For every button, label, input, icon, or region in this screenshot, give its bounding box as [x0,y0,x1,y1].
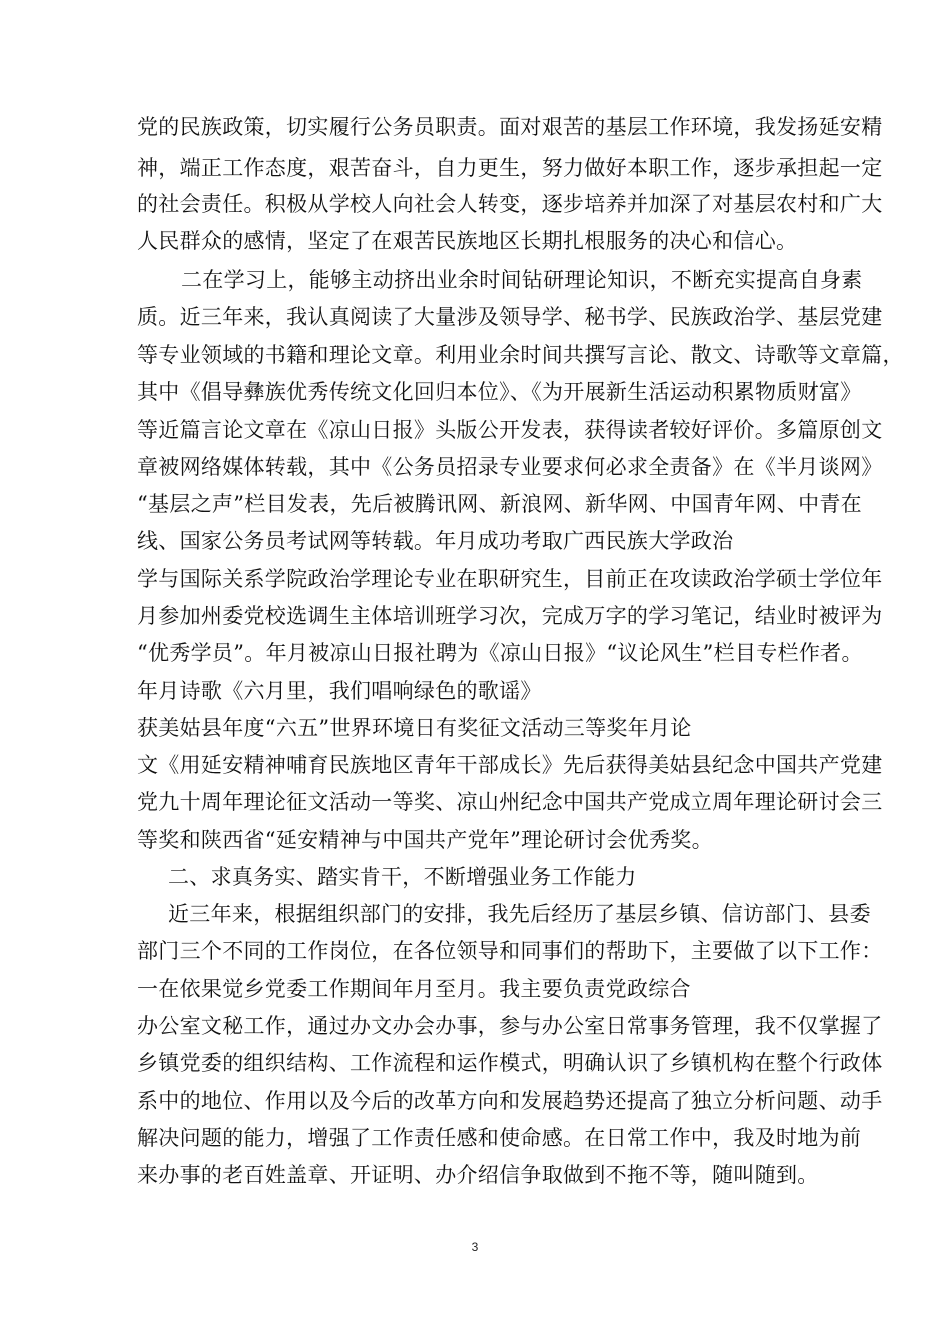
body-text-line: 党九十周年理论征文活动一等奖、凉山州纪念中国共产党成立周年理论研讨会三 [137,790,883,814]
body-text-line: 章被网络媒体转载，其中《公务员招录专业要求何必求全责备》在《半月谈网》 [137,455,883,479]
section-heading: 二、求真务实、踏实肯干，不断增强业务工作能力 [168,865,637,889]
body-text-line: “基层之声”栏目发表，先后被腾讯网、新浪网、新华网、中国青年网、中青在 [137,492,862,516]
body-text-line: 乡镇党委的组织结构、工作流程和运作模式，明确认识了乡镇机构在整个行政体 [137,1051,883,1075]
body-text-line: 系中的地位、作用以及今后的改革方向和发展趋势还提高了独立分析问题、动手 [137,1089,883,1113]
body-text-line: 党的民族政策，切实履行公务员职责。面对艰苦的基层工作环境，我发扬延安精 [137,115,883,139]
body-text-line: 人民群众的感情，坚定了在艰苦民族地区长期扎根服务的决心和信心。 [137,229,798,253]
body-text-line: 等近篇言论文章在《凉山日报》头版公开发表，获得读者较好评价。多篇原创文 [137,418,883,442]
body-text-line: 的社会责任。积极从学校人向社会人转变，逐步培养并加深了对基层农村和广大 [137,192,883,216]
body-text-line: 质。近三年来，我认真阅读了大量涉及领导学、秘书学、民族政治学、基层党建 [137,305,883,329]
body-text-line: 部门三个不同的工作岗位，在各位领导和同事们的帮助下，主要做了以下工作： [137,939,883,963]
body-text-line: 学与国际关系学院政治学理论专业在职研究生，目前正在攻读政治学硕士学位年 [137,567,883,591]
body-text-line: 线、国家公务员考试网等转载。年月成功考取广西民族大学政治 [137,529,734,553]
body-text-line: 来办事的老百姓盖章、开证明、办介绍信争取做到不拖不等，随叫随到。 [137,1163,819,1187]
body-text-line: 神，端正工作态度，艰苦奋斗，自力更生，努力做好本职工作，逐步承担起一定 [137,156,883,180]
body-text-line: 年月诗歌《六月里，我们唱响绿色的歌谣》 [137,679,542,703]
body-text-line: 等奖和陕西省“延安精神与中国共产党年”理论研讨会优秀奖。 [137,828,713,852]
body-text-line: 一在依果觉乡党委工作期间年月至月。我主要负责党政综合 [137,977,691,1001]
body-text-line: 月参加州委党校选调生主体培训班学习次，完成万字的学习笔记，结业时被评为 [137,604,883,628]
body-text-line: 解决问题的能力，增强了工作责任感和使命感。在日常工作中，我及时地为前 [137,1126,862,1150]
body-text-line: 文《用延安精神哺育民族地区青年干部成长》先后获得美姑县纪念中国共产党建 [137,753,883,777]
body-text-line: 其中《倡导彝族优秀传统文化回归本位》、《为开展新生活运动积累物质财富》 [137,380,862,404]
body-text-line: 获美姑县年度“六五”世界环境日有奖征文活动三等奖年月论 [137,716,692,740]
body-text-line: “优秀学员”。年月被凉山日报社聘为《凉山日报》“议论风生”栏目专栏作者。 [137,641,863,665]
body-text-line: 等专业领域的书籍和理论文章。利用业余时间共撰写言论、散文、诗歌等文章篇， [137,343,904,367]
page-number: 3 [471,1240,479,1254]
paragraph-first-line: 二在学习上，能够主动挤出业余时间钻研理论知识，不断充实提高自身素 [181,268,863,292]
body-text-line: 办公室文秘工作，通过办文办会办事，参与办公室日常事务管理，我不仅掌握了 [137,1014,883,1038]
paragraph-first-line: 近三年来，根据组织部门的安排，我先后经历了基层乡镇、信访部门、县委 [168,902,871,926]
